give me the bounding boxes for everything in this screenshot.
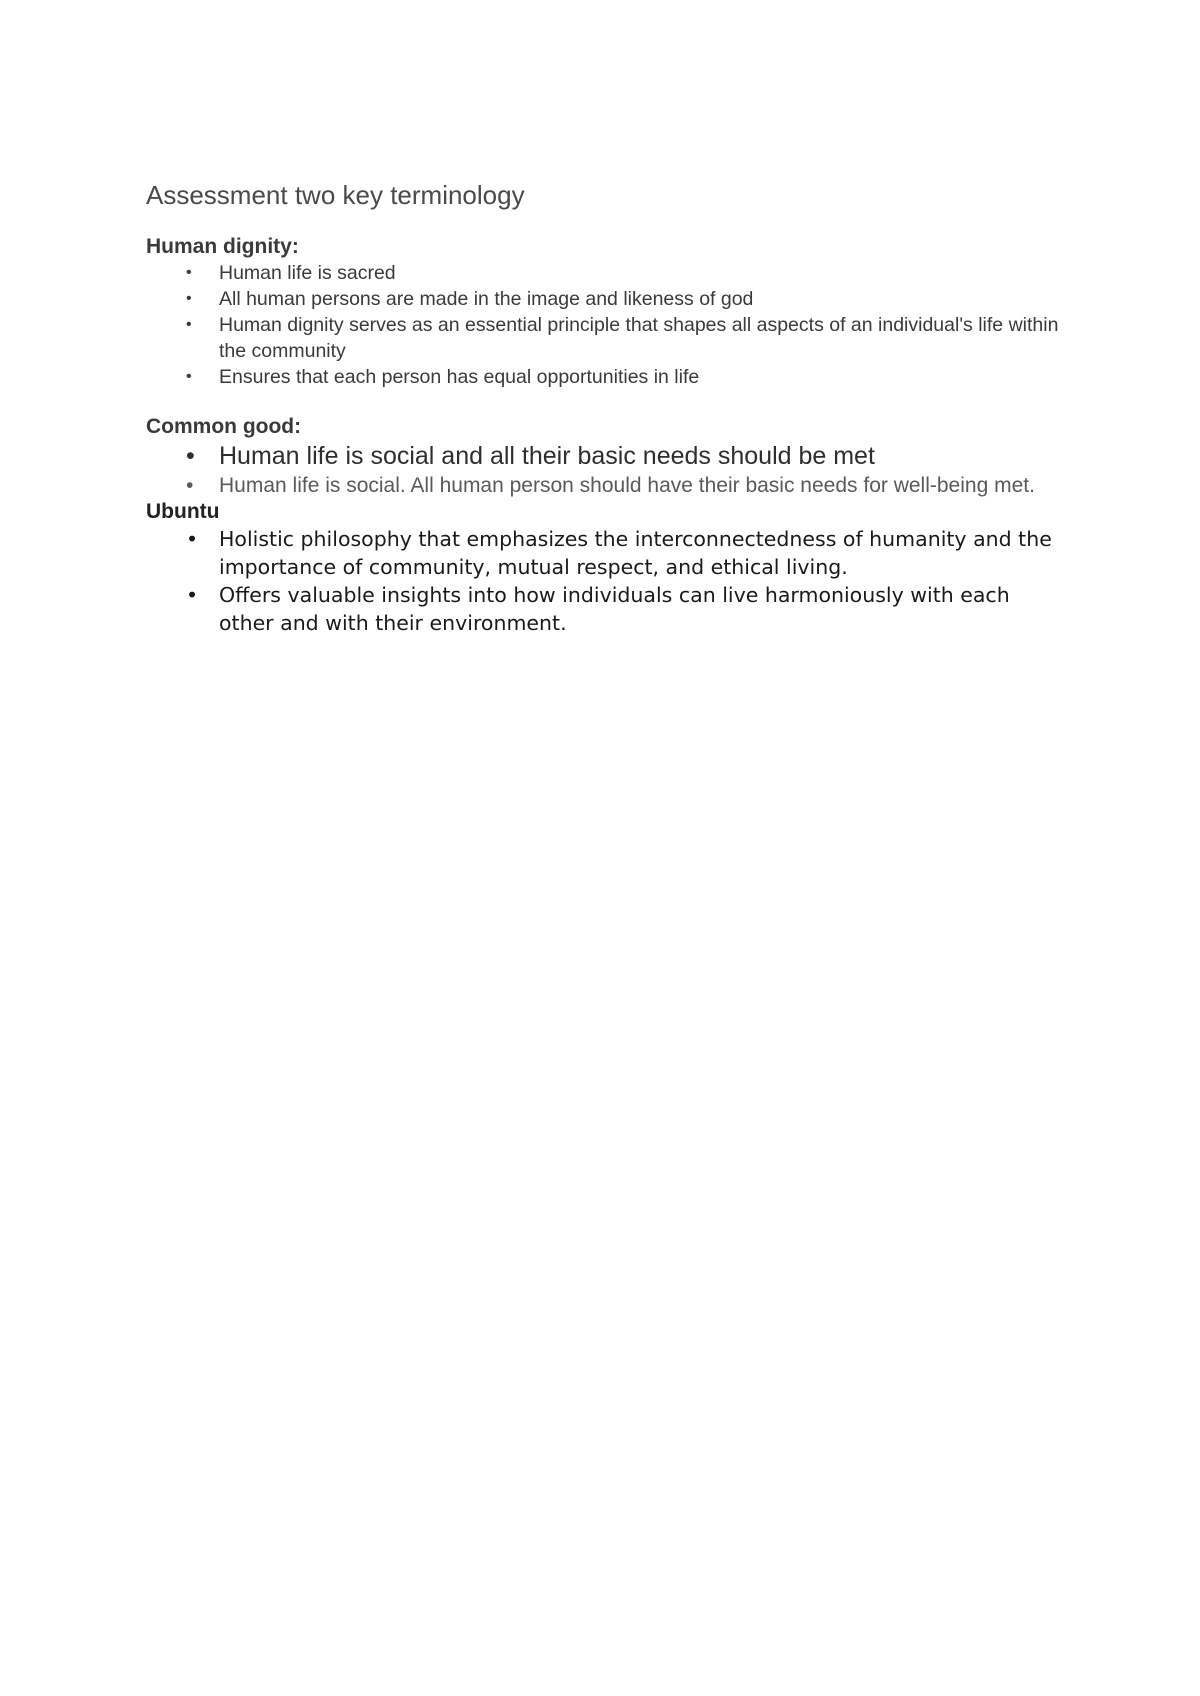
common-good-list bbox=[146, 440, 1066, 499]
list-item-text: Human life is sacred bbox=[219, 262, 396, 284]
bullet-icon: • bbox=[186, 264, 192, 281]
bullet-icon: • bbox=[186, 290, 192, 307]
list-item-text: Offers valuable insights into how individuals can live harmoniously with each other and with their environment. bbox=[219, 583, 1010, 635]
human-dignity-list bbox=[146, 260, 1066, 390]
list-item-text: Holistic philosophy that emphasizes the interconnectedness of humanity and the importance of community, mutual respect, and ethical living. bbox=[219, 527, 1052, 579]
list-item-text: All human persons are made in the image and likeness of god bbox=[219, 288, 754, 310]
list-item-text: Human life is social and all their basic needs should be met bbox=[219, 442, 875, 470]
section-heading-common-good: Common good: bbox=[146, 415, 302, 438]
bullet-icon: • bbox=[186, 316, 192, 333]
list-item bbox=[146, 525, 1066, 581]
section-heading-ubuntu: Ubuntu bbox=[146, 500, 220, 523]
list-item bbox=[146, 472, 1066, 499]
list-item-text: Ensures that each person has equal opportunities in life bbox=[219, 366, 700, 388]
list-item bbox=[146, 312, 1066, 364]
bullet-icon: • bbox=[186, 442, 195, 470]
list-item bbox=[146, 581, 1066, 637]
document-title: Assessment two key terminology bbox=[146, 180, 525, 210]
list-item bbox=[146, 440, 1066, 472]
list-item-text: Human dignity serves as an essential principle that shapes all aspects of an individual's life within the community bbox=[219, 314, 1059, 362]
section-heading-human-dignity: Human dignity: bbox=[146, 235, 299, 258]
list-item bbox=[146, 260, 1066, 286]
list-item bbox=[146, 286, 1066, 312]
bullet-icon: • bbox=[186, 583, 199, 607]
list-item bbox=[146, 364, 1066, 390]
bullet-icon: • bbox=[186, 527, 199, 551]
bullet-icon: • bbox=[186, 474, 194, 497]
bullet-icon: • bbox=[186, 368, 192, 385]
ubuntu-list bbox=[146, 525, 1066, 637]
spacer bbox=[146, 390, 1066, 414]
list-item-text: Human life is social. All human person should have their basic needs for well-being met. bbox=[219, 474, 1035, 497]
document-body bbox=[146, 178, 1066, 637]
